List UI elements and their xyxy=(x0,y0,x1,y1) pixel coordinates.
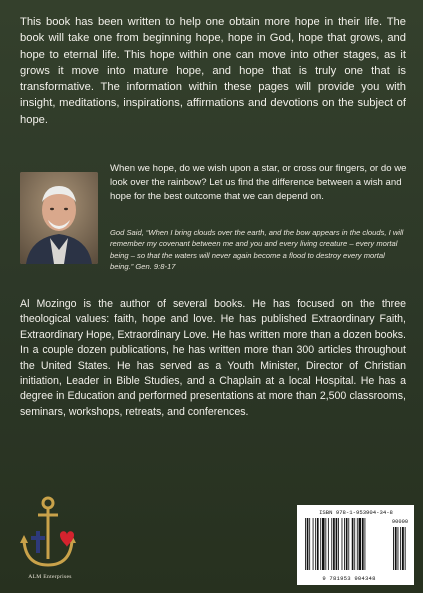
author-photo xyxy=(20,172,98,264)
anchor-cross-heart-logo xyxy=(14,493,84,583)
author-bio: Al Mozingo is the author of several books. He has focused on the three theological values: faith, hope and love. He has published Extraordinary Faith, Extraordinary Hope, Extraordinary Love. He has written more than a dozen books. In a couple dozen publications, he has written more than 300 articles throughout the United States. He has served as a Youth Minister, Director of Christian initiation, Leader in Bible Studies, and a Chaplain at a local Hospital. He has a degree in Education and performed presentations at more than 2,500 classrooms, seminars, workshops, retreats, and conferences. xyxy=(20,298,406,418)
price-barcode-bars xyxy=(393,527,411,570)
isbn-label: ISBN 978-1-953904-34-8 xyxy=(319,509,393,516)
price-code: 90000 xyxy=(391,519,409,525)
publisher-name: ALM Enterprises xyxy=(28,574,72,580)
scripture-quote xyxy=(110,227,410,273)
scripture-reference: Gen. 9:8-17 xyxy=(135,262,176,272)
author-portrait-image xyxy=(20,172,98,264)
wish-paragraph: When we hope, do we wish upon a star, or cross our fingers, or do we look over the rainbow? Let us find the difference between a wish and hope for the best outcome that we can depend on. xyxy=(110,163,407,203)
barcode-digits: 9 781953 904348 xyxy=(322,575,376,582)
intro-paragraph: This book has been written to help one obtain more hope in their life. The book will take one from beginning hope, hope in God, hope that grows, and hope to eternal life. This hope within one can move into other stages, as it grows it move into mature hope, and hope that is truly one that is transformative. The information within these pages will provide you with insight, meditations, inspirations, affirmations and devotions on the subject of hope. xyxy=(20,16,406,126)
barcode-bars xyxy=(305,518,391,570)
scripture-text: God Said, “When I bring clouds over the earth, and the bow appears in the clouds, I will remember my covenant between me and you and every living creature – every mortal being – so that the waters will never again become a flood to destroy every mortal being.” xyxy=(110,228,404,272)
